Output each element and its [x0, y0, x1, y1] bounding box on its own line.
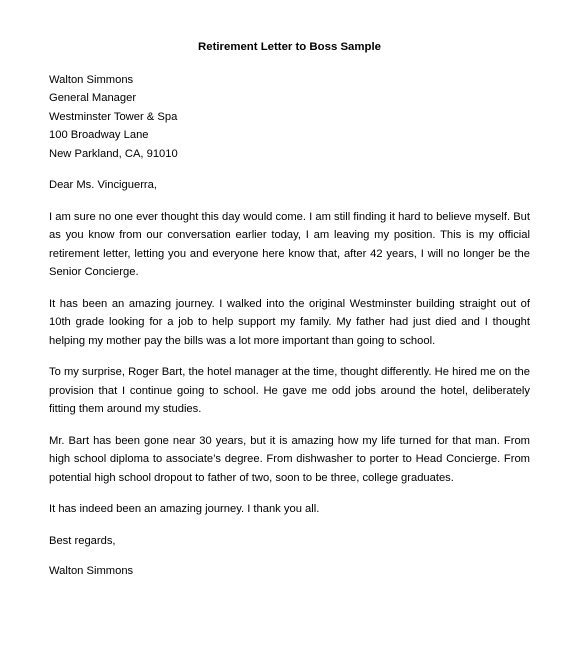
letter-body — [49, 38, 530, 581]
sender-street: 100 Broadway Lane — [49, 129, 149, 141]
sender-address-block — [49, 71, 530, 164]
salutation: Dear Ms. Vinciguerra, — [49, 179, 157, 191]
paragraph-journey: It has been an amazing journey. I walked into the original Westminster building straight out of 10th grade looking for a job to help support my family. My father had just died and I thought helping my mother pay the bills was a lot more important than going to school. — [49, 297, 530, 347]
signature: Walton Simmons — [49, 565, 134, 577]
sender-city-state-zip: New Parkland, CA, 91010 — [49, 147, 178, 160]
paragraph-thanks: It has indeed been an amazing journey. I thank you all. — [49, 503, 320, 515]
document-title: Retirement Letter to Boss Sample — [198, 41, 381, 53]
paragraph-roger-bart: To my surprise, Roger Bart, the hotel manager at the time, thought differently. He hired me on the provision that I continue going to school. He gave me odd jobs around the hotel, deliberately fitting them around my studies. — [49, 366, 530, 415]
paragraph-mr-bart: Mr. Bart has been gone near 30 years, but it is amazing how my life turned for that man. From high school diploma to associate’s degree. From dishwasher to porter to Head Concierge. From potential high school dropout to father of two, soon to be three, college graduates. — [49, 434, 530, 484]
sender-position: General Manager — [49, 92, 137, 104]
sender-name: Walton Simmons — [49, 73, 134, 86]
paragraph-announcement: I am sure no one ever thought this day would come. I am still finding it hard to believe myself. But as you know from our conversation earlier today, I am leaving my position. This is my official retirement letter, letting you and everyone here know that, after 42 years, I will no longer be the Senior Concierge. — [49, 210, 530, 278]
closing: Best regards, — [49, 534, 116, 547]
sender-company: Westminster Tower & Spa — [49, 110, 178, 123]
